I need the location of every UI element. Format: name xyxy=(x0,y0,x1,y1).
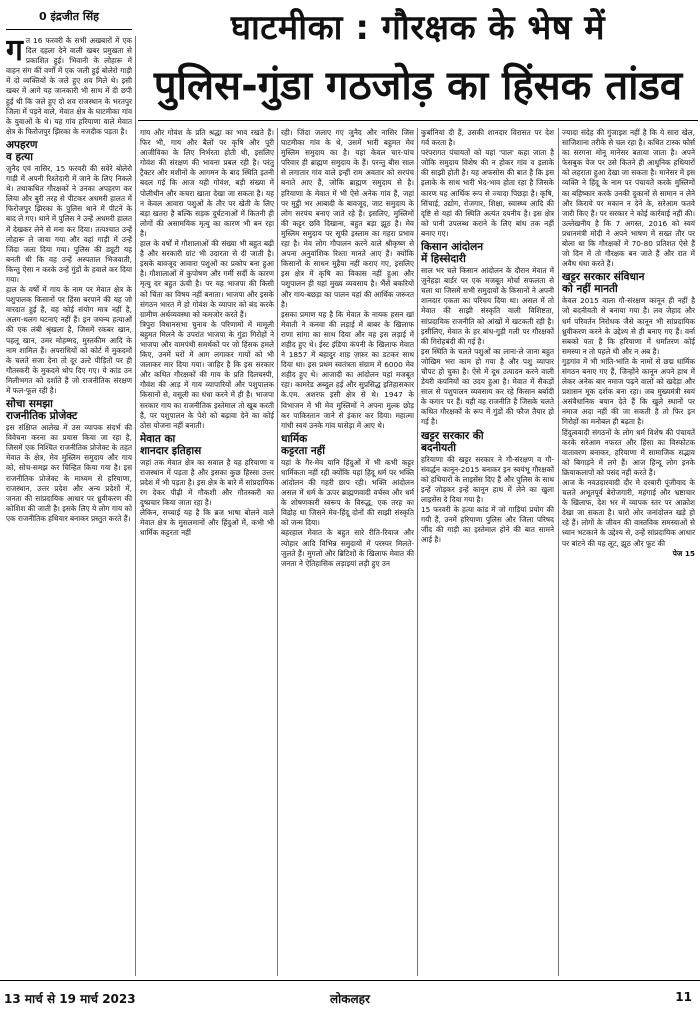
headline xyxy=(138,4,698,116)
subheading-khattar-government: खट्टर सरकार की बदनीयती xyxy=(421,429,484,454)
drop-cap: ग xyxy=(6,36,23,68)
paragraph: रही। जिंदा जलाए गए जुनैद और नासिर जिस घाटमीका गांव के थे, उसमें भारी बहुमत मेव मुस्लिम समुदाय का है। यहां केवल चार-पांच परिवार ही ब्राह्मण समुदाय के हैं। परन्तु बीस साल से लगातार गांव वाले इन्हीं राम अवतार को सरपंच बनाते आए हैं, जोकि ब्राह्मण समुदाय से है। हरियाणा के मेवात में भी ऐसे अनेक गांव हैं, जहां पर मुट्ठी भर आबादी के बावजूद, जाट समुदाय के लोग सरपंच बनाए जाते रहे हैं। इसलिए, मुस्लिमों की कट्टर छवि दिखाना, बहुत बड़ा झूठ है। मेव मुस्लिम समुदाय पर सूफी इस्लाम का गहरा प्रभाव रहा है। मेव लोग गौपालन करने वाले श्रीकृष्ण से अपना अनुवांशिक रिश्ता मानते आए हैं। क्योंकि किसानों के साधन मुहैया नहीं कराए गए, इसलिए इस क्षेत्र में कृषि का विकास नहीं हुआ और पशुपालन ही यहां मुख्य व्यवसाय है। भैंसें बकरियों और गाय-बछड़ा का पालन यहां की आर्थिक जरूरत है। xyxy=(281,128,414,309)
column-divider xyxy=(135,36,136,976)
paragraph: केवल 2015 वाला गौ-संरक्षण कानून ही नहीं है जो बदनीयती से बनाया गया है। लव जेहाद और धर्म परिवर्तन निरोधक जैसे कानून भी सांप्रदायिक ध्रुवीकरण करने के उद्देश्य से ही बनाए गए हैं। वर्ना सबको पता है कि हरियाणा में धर्मांतरण कोई समस्या न तो पहले थी और न अब है। xyxy=(562,296,695,356)
paragraph: यहां के गैर-मेव यानि हिंदुओं में भी कभी कट्टर धार्मिकता नहीं रही क्योंकि यहां हिंदू धर्म पर भक्ति आंदोलन की गहरी छाप रही। भक्ति आंदोलन असल में धर्म के ऊपर ब्राह्मणवादी वर्चस्व और धर्म के शोषणकारी स्वरूप के विरुद्ध, एक तरह का विद्रोह था जिसने मेव-हिंदू दोनों की साझी संस्कृति को जन्म दिया। xyxy=(281,457,414,528)
subheading-no-fundamentalism: धार्मिक कट्टरता नहीं xyxy=(281,432,325,457)
paragraph: गाय और गोवंश के प्रति श्रद्धा का भाव रखते हैं। फिर भी, गाय और बैलों पर कृषि और पूरी आजीविका के लिए निर्भरता होती थी, इसलिए गोवंश की संरक्षण की भावना प्रबल रही है। परंतु ट्रैक्टर और मशीनों के आगमन के बाद स्थिति इतनी बदल गई कि आज यही गोवंश, बड़ी संख्या में पोलीथीन और कचरा खाता देखा जा सकता है। यह न केवल आवारा पशुओं के तौर पर खेती के लिए बड़ा खतरा है बल्कि सड़क दुर्घटनाओं में कितनी ही लोगों की असामयिक मृत्यु का कारण भी बन रहा है। xyxy=(140,128,274,238)
headline-line-1: घाटमीका : गौरक्षक के भेष में xyxy=(230,8,606,48)
subheading-kidnapping: अपहरण व हत्या xyxy=(6,138,38,163)
paragraph: लेकिन, सच्चाई यह है कि ब्रज भाषा बोलने वाले मेवात क्षेत्र के मुसलमानों और हिंदुओं में, कभी भी धार्मिक कट्टरता नहीं xyxy=(140,508,274,538)
article-column-3 xyxy=(281,128,414,976)
subheading-mewat-history: मेवात का शानदार इतिहास xyxy=(140,432,202,457)
paragraph: हिंदुत्ववादी संगठनों के लोग धर्म विशेष की पंचायतें करके सरेआम नफरत और हिंसा का विस्फोटक वातावरण बनाकर, हरियाणा में सामाजिक सद्भाव को बिगाड़ने में लगे हैं। आज हिन्दू लोग इनके क्रियाकलापों को पसंद नहीं करते हैं। xyxy=(562,427,695,477)
paragraph: जहां तक मेवात क्षेत्र का सवाल है यह हरियाणा व राजस्थान में पड़ता है और इसका कुछ हिस्सा उत्तर प्रदेश में भी पड़ता है। इस क्षेत्र के बारे में सांप्रदायिक रंग देकर पीढ़ी में गौकशी और गौतस्करी का दुष्प्रचार किया जाता रहा है। xyxy=(140,457,274,508)
page-footer xyxy=(0,980,700,1012)
paragraph: इस स्थिति के चलते पशुओं का लाना-ले जाना बहुत जोखिम भरा काम हो गया है और पशु व्यापार चौपट हो चुका है। ऐसे में दूध उत्पादन करने वाली डेयरी कंपनियों का उदय हुआ है। मेवात में सैकड़ों साल से पशुपालन व्यवसाय कर रहे किसान बर्बादी के कगार पर हैं। यही वह राजनीति है जिसके चलते कथित गौरक्षकों के रूप में गुंडों की फौज तैयार हो गई है। xyxy=(421,346,554,427)
paragraph: हाल के वर्षों में गौशालाओं की संख्या भी बहुत बढ़ी है और सरकारी ग्रांट भी उदारता से दी जाती है। इसके बावजूद आवारा पशुओं का प्रकोप बना हुआ है। गौशालाओं में कुपोषण और गर्मी सर्दी के कारण मृत्यु दर बहुत ऊंची है। पर यह भाजपा की किसी को चिंता का विषय नहीं बनाता। भाजपा और इसके संगठन भारत में हो गोवंश के व्यापार को बंद करके ग्रामीण अर्थव्यवस्था को कमजोर करते हैं। xyxy=(140,239,274,319)
paragraph: इस संक्षिप्त आलेख में उस व्यापक संदर्भ की विवेचना करना का प्रयास किया जा रहा है, जिसमें एक निश्चित राजनीतिक प्रोजेक्ट के तहत मेवात के क्षेत्र, मेव मुस्लिम समुदाय और गाय को, सोच-समझ कर चिन्हित किया गया है। इस राजनीतिक प्रोजेक्ट के माध्यम से हरियाणा, राजस्थान, उत्तर प्रदेश और अन्य प्रदेशों में, जनता की सांप्रदायिक आधार पर ध्रुवीकरण की कोशिश की जाती है। इसके लिए ये लोग गाय को एक राजनीतिक हथियार बनाकर प्रस्तुत करते हैं। xyxy=(6,423,132,523)
continued-reference: पेज 15 xyxy=(672,548,695,558)
intro-paragraph: गत 16 फरवरी के सभी अखबारों में एक दिल दहला देने वाली खबर प्रमुखता से प्रकाशित हुई। भिवानी के लोहारू में वाहन संग कीं वर्णों में एक जली हुई बोलेरो गाड़ी में दो व्यक्तियों के जले हुए शव मिले थे। इसी खबर में आगे यह जानकारी भी साथ में दी छपी हुई थी कि जले हुए दो शव राजस्थान के भरतपुर जिला में पड़ने वाले, मेवात क्षेत्र के घाटमीका गांव के युवाओं के थे। यह गांव हरियाणा वाले मेवात क्षेत्र के फिरोजपुर झिरका के नजदीक पड़ता है। xyxy=(6,36,132,136)
paragraph: जुनैद एवं नासिर, 15 फरवरी की सवेरे बोलेरो गाड़ी में अपनी रिश्तेदारी में जाने के लिए निकले थे। तथाकथित गौरक्षकों ने उनका अपहरण कर लिया और बुरी तरह से पीटकर अधमरी हालत में फिरोजपुर झिरका के पुलिस थाने में पीटने के बाद ले गए। थाने में पुलिस ने उन्हें अधमरी हालत में देखकर लेने से मना कर दिया। तत्पश्चात उन्हें लोहारू ले जाया गया और वहां गाड़ी में उन्हें जिंदा जला दिया गया। पुलिस की ड्यूटी यह बनती थी कि वह उन्हें अस्पताल भिजवाती, किन्तु ऐसा न करके उन्हें गुंडों के हवाले कर दिया गया। xyxy=(6,163,132,284)
page-number: 11 xyxy=(675,990,692,1004)
paragraph: 15 फरवरी के हत्या कांड में जो गाड़ियां प्रयोग की गयी हैं, उनमें हरियाणा पुलिस और जिला परिषद जींद की गाड़ी का इस्तेमाल होने की बात सामने आई है। xyxy=(421,505,554,545)
paragraph: त्रिपुरा विधानसभा चुनाव के परिणामों में मामूली बहुमत मिलने के उपरांत भाजपा के गुंडा गिरोहों ने भाजपा और वामपंथी समर्थकों पर जो हिंसक हमले किए, उनमें घरों में आग लगाकर गायों को भी जलाकर मार दिया गया। जाहिर है कि इस सरकार और कथित गौरक्षकों की गाय के प्रति दिलचस्पी, गौवंश की आड़ में गाय व्यापारियों और पशुपालक किसानों से, वसूली का धंधा करने में ही है। भाजपा सरकार गाय का राजनीतिक इस्तेमाल तो खूब करती है, पर पशुपालन के पेशे को बढ़ावा देने का कोई ठोस योजना नहीं बनाती। xyxy=(140,319,274,430)
paragraph: परंपरागत पंचायतों को यहां 'पाल' कहा जाता है जोकि समुदाय विशेष की न होकर गांव व इलाके की साझी होती है। यह अफसोस की बात है कि इस इलाके के साथ भारी भेद-भाव होता रहा है जिसके कारण यह आर्थिक रूप से ज्यादा पिछड़ा है। कृषि, सिंचाई, उद्योग, रोजगार, शिक्षा, स्वास्थ्य आदि की दृष्टि से यहां की स्थिति अत्यंत दयनीय है। इस क्षेत्र को पानी उपलब्ध कराने के लिए बांध तक नहीं बनाए गए। xyxy=(421,148,554,238)
subheading-constitution: खट्टर सरकार संविधान को नहीं मानती xyxy=(562,271,645,296)
paragraph: हरियाणा की खट्टर सरकार ने गौ-संरक्षण व गौ-संवर्द्धन कानून-2015 बनाकर इन स्वयंभू गौरक्षकों को हथियारों के लाइसेंस दिए हैं और पुलिस के साथ इन्हें जोड़कर इन्हें कानून हाथ में लेने का खुला लाइसेंस दे दिया गया है। xyxy=(421,454,554,504)
paragraph: साल भर चले किसान आंदोलन के दौरान मेवात में जुनेहड़ा बार्डर पर एक मजबूत मोर्चा सफलता से चला था जिसमें सभी समुदायों के किसानों ने अपनी शानदार एकता का परिचय दिया था। असल में तो मेवात की साझी संस्कृति वाली विशिष्टता, सांप्रदायिक राजनीति को आंखों में खटकती रही है। इसीलिए, मेवात के हर बांध-गुड़ी गली पर गौरक्षकों की गिरोहबंदी की गई है। xyxy=(421,266,554,346)
headline-line-2: पुलिस-गुंडा गठजोड़ का हिंसक तांडव xyxy=(153,63,683,109)
paragraph: बहरहाल मेवात के बहुत सारे रीति-रिवाज और त्योहार आदि विभिन्न समुदायों में परस्पर मिलते-जुलते हैं। मुगलों और ब्रिटिशों के खिलाफ मेवात की जनता ने ऐतिहासिक लड़ाइयां लड़ी हुए उन xyxy=(281,528,414,568)
article-column-4 xyxy=(421,128,554,976)
article-column-2 xyxy=(140,128,274,976)
paragraph: हाल के वर्षों में गाय के नाम पर मेवात क्षेत्र के पशुपालक किसानों पर हिंसा बरपाने की यह जो वारदात हुई है, वह कोई संयोग मात्र नहीं है, अलग-थलग घटनाएं नहीं हैं। इन जघन्य हत्याओं की एक लंबी श्रृंखला है, जिसमें रकबर खान, पहलू खान, उमर मोहम्मद, मुस्तकीम आदि के नाम शामिल हैं। अपराधियों को कोर्ट में मुकदमों के चलते सजा देना तो दूर उल्टे पीड़ितों पर ही गौतस्करी के मुकदमे थोप दिए गए। ये कांड उन मिलीभगत को दर्शाते हैं जो राजनीतिक संरक्षण में फल-फूल रही है। xyxy=(6,285,132,395)
article-column-5 xyxy=(562,128,695,976)
byline: 0 इंद्रजीत सिंह xyxy=(6,8,132,30)
article-column-1 xyxy=(6,36,132,976)
column-divider xyxy=(417,128,418,976)
paragraph: इसका प्रमाण यह है कि मेवात के नायक हसन खां मेवाती ने कनवा की लड़ाई में बाबर के खिलाफ राणा सांगा का साथ दिया और वह इस लड़ाई में शहीद हुए थे। ईस्ट इंडिया कंपनी के खिलाफ मेवात ने 1857 में बहादुर शाह ज़फ़र का डटकर साथ दिया था। इस प्रथम स्वतंत्रता संग्राम में 6000 मेव शहीद हुए थे। आजादी का आंदोलन यहां मजबूत रहा। कामरेड अब्दुल हई और सुप्रसिद्ध इतिहासकार के.एम. अशरफ इसी क्षेत्र से थे। 1947 के विभाजन में भी मेव मुस्लिमों ने अपना मुल्क छोड़ कर पाकिस्तान जाने से इंकार कर दिया। महात्मा गांधी स्वयं उनके गांव घासेड़ा में आए थे। xyxy=(281,309,414,430)
paragraph: ज्यादा संदेह की गुंजाइश नहीं है कि ये सारा खेल, साजिशाना तरीके से चल रहा है। कथित टास्क फोर्स का सरगना मोनू मानेसर बताया जाता है। अपने फेसबुक पेज पर उसे कितने ही आधुनिक हथियारों को लहराता हुआ देखा जा सकता है। मानेसर में इस व्यक्ति ने हिंदू के नाम पर पंचायतें करके मुस्लिमों का बहिष्कार करके उनकी दुकानों से सामान न लेने और किराये पर मकान न देने के, सरेआम फतवे जारी किए हैं। पर सरकार ने कोई कार्रवाई नहीं की। उल्लेखनीय है कि 7 अगस्त, 2016 को स्वयं प्रधानमंत्री मोदी ने अपने भाषण में सख्त तौर पर बोला था कि गौरक्षकों में 70-80 प्रतिशत ऐसे हैं जो दिन में तो गौरक्षक बन जाते हैं और रात में अवैध धंधा करते हैं। xyxy=(562,128,695,269)
column-divider xyxy=(277,128,278,976)
paragraph: आज के नवउदारवादी दौर मे दरबारी पूंजीवाद के चलते अभूतपूर्व बेरोजगारी, महंगाई और भ्रष्टाचार के खिलाफ, देश भर में व्यापक स्तर पर आक्रोश देखा जा सकता है। चारों ओर जनांदोलन खड़े हो रहे हैं। लोगों के जीवन की वास्तविक समस्याओं से ध्यान भटकाने के उद्देश्य से, उन्हें सांप्रदायिक आधार पर बांटने की यह लूट, झूठ और फूट की xyxy=(562,478,695,548)
paragraph: गुड़गांव में भी भांति-भांति के नामों से छद्म धार्मिक संगठन बनाए गए हैं, जिन्होंने कानून अपने हाथ में लेकर अनेक बार नमाज पढ़ने वालों को खदेड़ा और प्रशासन मूक दर्शक बना रहा। जब मुख्यमंत्री स्वयं असंवैधानिक बयान देते हैं कि खुले स्थानों पर नमाज अदा नहीं की जा सकती है तो फिर इन गिरोहों का मनोबल ही बढ़ता है। xyxy=(562,356,695,427)
subheading-political-project: सोचा समझा राजनीतिक प्रोजेक्ट xyxy=(6,398,78,423)
headline-divider xyxy=(138,120,698,121)
issue-date: 13 मार्च से 19 मार्च 2023 xyxy=(4,992,136,1006)
paragraph: कुर्बानियां दी हैं, उसकी शानदार विरासत पर देश गर्व करता है। xyxy=(421,128,554,148)
publication-name: लोकलहर xyxy=(330,992,370,1006)
subheading-farmers-movement: किसान आंदोलन में हिस्सेदारी xyxy=(421,241,484,266)
column-divider xyxy=(558,128,559,976)
